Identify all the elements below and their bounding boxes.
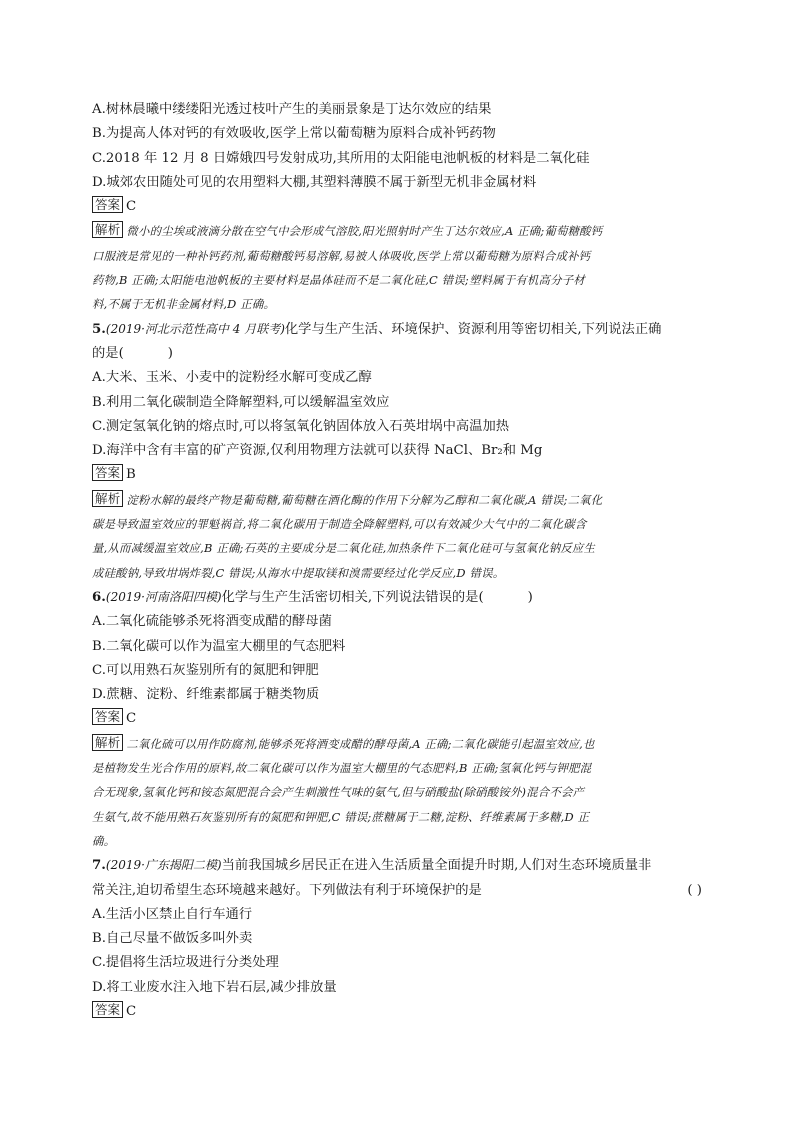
q6-analysis-line: 合无现象,氢氧化钙和铵态氮肥混合会产生刺激性气味的氨气,但与硝酸盐(除硝酸铵外)混合不会产 — [92, 785, 585, 800]
q6-analysis-text: 二氧化硫可以用作防腐剂,能够杀死将酒变成醋的酵母菌,A 正确;二氧化碳能引起温室效应,也 — [126, 736, 595, 751]
q5-stem — [92, 317, 702, 342]
q5-stem-text-2: 的是( — [92, 345, 124, 361]
q4-analysis-line: 料,不属于无机非金属材料,D 正确。 — [92, 297, 276, 312]
q7-option-d: D.将工业废水注入地下岩石层,减少排放量 — [92, 979, 337, 995]
q4-analysis-line — [92, 219, 702, 243]
q5-stem-cont — [92, 342, 702, 366]
q4-option-d: D.城郊农田随处可见的农用塑料大棚,其塑料薄膜不属于新型无机非金属材料 — [92, 174, 537, 190]
q7-answer-value: C — [126, 1003, 137, 1019]
q6-paren-close: ) — [527, 589, 533, 605]
q4-option-c: C.2018 年 12 月 8 日嫦娥四号发射成功,其所用的太阳能电池帆板的材料是二氧化硅 — [92, 150, 590, 166]
q7-stem-cont — [92, 879, 702, 903]
q4-answer-value: C — [126, 199, 137, 215]
q4-option-b: B.为提高人体对钙的有效吸收,医学上常以葡萄糖为原料合成补钙药物 — [92, 126, 496, 142]
q7-stem-text-2: 常关注,迫切希望生态环境越来越好。下列做法有利于环境保护的是 — [92, 882, 482, 898]
q7-number: 7. — [92, 858, 106, 874]
q5-option-c: C.测定氢氧化钠的熔点时,可以将氢氧化钠固体放入石英坩埚中高温加热 — [92, 418, 510, 434]
q5-analysis-text: 淀粉水解的最终产物是葡萄糖,葡萄糖在酒化酶的作用下分解为乙醇和二氧化碳,A 错误;二氧化 — [126, 492, 603, 507]
q5-analysis-line: 碳是导致温室效应的罪魁祸首,将二氧化碳用于制造全降解塑料,可以有效减少大气中的二氧化碳含 — [92, 517, 587, 532]
answer-tag: 答案 — [92, 464, 123, 481]
analysis-tag: 解析 — [92, 490, 123, 507]
q5-option-d: D.海洋中含有丰富的矿产资源,仅利用物理方法就可以获得 NaCl、Br₂和 Mg — [92, 443, 543, 459]
answer-tag: 答案 — [92, 708, 123, 725]
q6-answer — [92, 707, 702, 731]
q5-number: 5. — [92, 321, 106, 337]
q7-option-a: A.生活小区禁止自行车通行 — [92, 906, 253, 922]
q7-option-c: C.提倡将生活垃圾进行分类处理 — [92, 955, 279, 971]
worksheet-page — [92, 98, 702, 1024]
q6-option-d: D.蔗糖、淀粉、纤维素都属于糖类物质 — [92, 687, 320, 703]
q6-source: (2019·河南洛阳四模) — [105, 589, 222, 604]
q7-option-b: B.自己尽量不做饭多叫外卖 — [92, 931, 253, 947]
q5-source: (2019·河北示范性高中 4 月联考) — [105, 321, 285, 336]
q6-option-c: C.可以用熟石灰鉴别所有的氮肥和钾肥 — [92, 662, 319, 678]
answer-tag: 答案 — [92, 1001, 123, 1018]
q6-option-a: A.二氧化硫能够杀死将酒变成醋的酵母菌 — [92, 614, 332, 630]
q5-analysis-line — [92, 488, 702, 512]
q7-source: (2019·广东揭阳二模) — [105, 858, 222, 873]
q6-option-b: B.二氧化碳可以作为温室大棚里的气态肥料 — [92, 638, 346, 654]
q5-option-a: A.大米、玉米、小麦中的淀粉经水解可变成乙醇 — [92, 370, 372, 386]
q6-stem — [92, 585, 702, 610]
q7-answer — [92, 1000, 702, 1024]
q6-analysis-line: 确。 — [92, 833, 116, 848]
q5-analysis-line: 成硅酸钠,导致坩埚炸裂,C 错误;从海水中提取镁和溴需要经过化学反应,D 错误。 — [92, 565, 505, 580]
q6-analysis-line — [92, 732, 702, 756]
q6-analysis-line: 是植物发生光合作用的原料,故二氧化碳可以作为温室大棚里的气态肥料,B 正确;氢氧化钙与钾肥混 — [92, 761, 592, 776]
q6-stem-text: 化学与生产生活密切相关,下列说法错误的是( — [221, 589, 484, 605]
q6-answer-value: C — [126, 711, 137, 727]
analysis-tag: 解析 — [92, 221, 123, 238]
q4-answer — [92, 195, 702, 219]
q4-option-a: A.树林晨曦中缕缕阳光透过枝叶产生的美丽景象是丁达尔效应的结果 — [92, 102, 492, 117]
analysis-tag: 解析 — [92, 734, 123, 751]
q4-analysis-line: 口服液是常见的一种补钙药剂,葡萄糖酸钙易溶解,易被人体吸收,医学上常以葡萄糖为原料合成补钙 — [92, 248, 591, 263]
answer-tag: 答案 — [92, 196, 123, 213]
q6-analysis-line: 生氨气,故不能用熟石灰鉴别所有的氮肥和钾肥,C 错误;蔗糖属于二糖,淀粉、纤维素属于多糖,D 正 — [92, 809, 590, 824]
q7-stem — [92, 853, 702, 878]
q5-option-b: B.利用二氧化碳制造全降解塑料,可以缓解温室效应 — [92, 394, 390, 410]
q4-analysis-text: 微小的尘埃或液滴分散在空气中会形成气溶胶,阳光照射时产生丁达尔效应,A 正确;葡萄糖酸钙 — [126, 224, 603, 239]
q4-analysis-line: 药物,B 正确;太阳能电池帆板的主要材料是晶体硅而不是二氧化硅,C 错误;塑料属于有机高分子材 — [92, 273, 585, 288]
q5-stem-text: 化学与生产生活、环境保护、资源利用等密切相关,下列说法正确 — [284, 321, 662, 337]
q5-analysis-line: 量,从而减缓温室效应,B 正确;石英的主要成分是二氧化硅,加热条件下二氧化硅可与氢氧化钠反应生 — [92, 541, 596, 556]
q5-answer-value: B — [126, 467, 136, 483]
q7-answer-paren: ( ) — [687, 882, 702, 898]
q5-answer — [92, 463, 702, 487]
q6-number: 6. — [92, 589, 106, 605]
q5-paren-close: ) — [167, 345, 173, 361]
q7-stem-text: 当前我国城乡居民正在进入生活质量全面提升时期,人们对生态环境质量非 — [221, 858, 652, 874]
